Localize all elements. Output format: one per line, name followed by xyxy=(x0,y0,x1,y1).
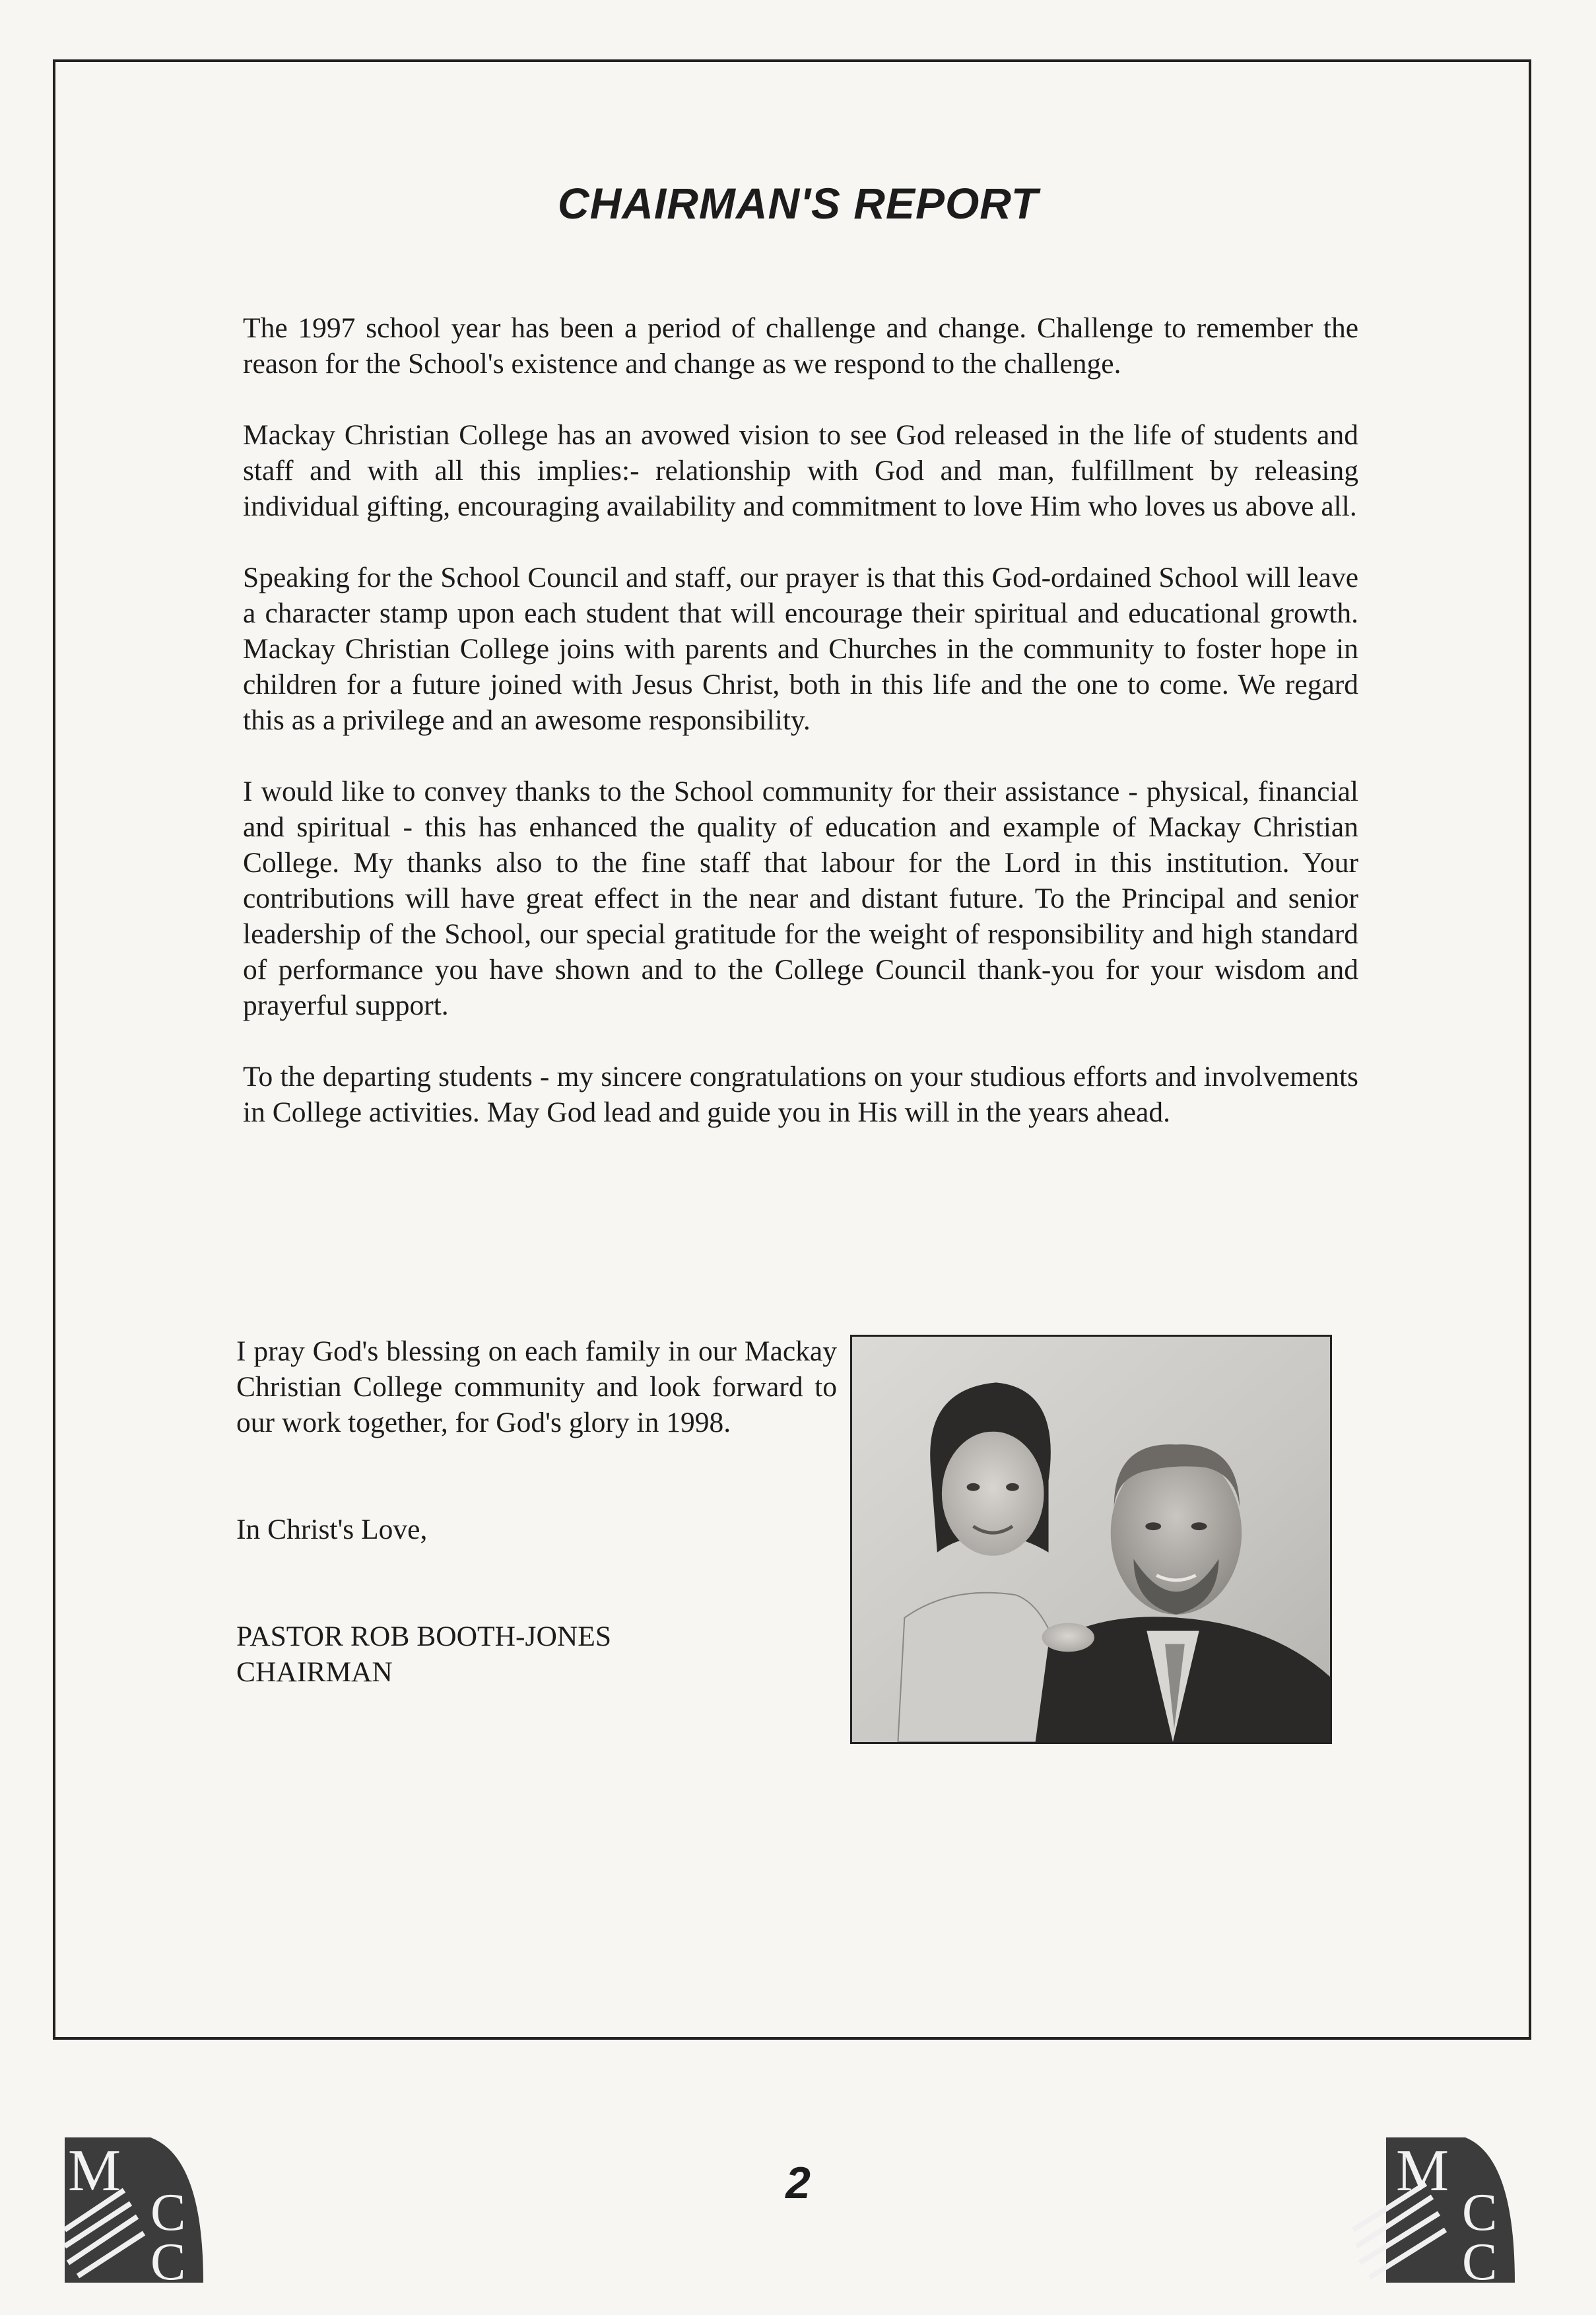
page-title: CHAIRMAN'S REPORT xyxy=(557,179,1039,228)
salutation: In Christ's Love, xyxy=(236,1514,428,1545)
college-logo-left xyxy=(51,2131,210,2289)
portrait-illustration xyxy=(852,1337,1330,1742)
paragraph-prayer: Speaking for the School Council and staff, our prayer is that this God-ordained School will leave a character stamp upon each student that will encourage their spiritual and educational growth. Mackay Christian College joins with parents and Churches in the community to foster hope in children for a future joined with Jesus Christ, both in this life and the one to come. We regard this as a privilege and an awesome responsibility. xyxy=(243,562,1358,736)
logo-letter-c1: C xyxy=(1462,2184,1498,2242)
paragraph-blessing: I pray God's blessing on each family in our Mackay Christian College community and look forward to our work together, for God's glory in 1998. xyxy=(236,1335,837,1438)
college-logo-right xyxy=(1347,2131,1518,2289)
page-number: 2 xyxy=(785,2158,811,2208)
signature-block xyxy=(236,1619,837,1690)
mcc-logo-icon xyxy=(1347,2131,1518,2289)
mcc-logo-icon xyxy=(51,2131,210,2289)
logo-letter-m: M xyxy=(68,2138,121,2203)
paragraph-departing-students: To the departing students - my sincere congratulations on your studious efforts and involvements in College activities. May God lead and guide you in His will in the years ahead. xyxy=(243,1061,1358,1128)
logo-letter-m: M xyxy=(1396,2138,1449,2203)
paragraph-intro: The 1997 school year has been a period of challenge and change. Challenge to remember the reason for the School's existence and change as we respond to the challenge. xyxy=(243,312,1358,380)
paragraph-vision: Mackay Christian College has an avowed vision to see God released in the life of students and staff and with all this implies:- relationship with God and man, fulfillment by releasing individual gifting, encouraging availability and commitment to love Him who loves us above all. xyxy=(243,419,1358,522)
girl-face xyxy=(942,1432,1044,1556)
chairman-photo xyxy=(850,1335,1332,1744)
logo-letter-c1: C xyxy=(150,2184,186,2242)
logo-letter-c2: C xyxy=(1462,2233,1498,2289)
closing-section xyxy=(236,1333,837,1690)
logo-letter-c2: C xyxy=(150,2233,186,2289)
paragraph-thanks: I would like to convey thanks to the School community for their assistance - physical, financial and spiritual - this has enhanced the quality of education and example of Mackay Christian College. My thanks also to the fine staff that labour for the Lord in this institution. Your contributions will have great effect in the near and distant future. To the Principal and senior leadership of the School, our special gratitude for the weight of responsibility and high standard of performance you have shown and to the College Council thank-you for your wisdom and prayerful support. xyxy=(243,776,1358,1021)
report-body xyxy=(243,310,1358,1166)
signature-title: CHAIRMAN xyxy=(236,1656,393,1688)
signature-name: PASTOR ROB BOOTH-JONES xyxy=(236,1621,612,1652)
